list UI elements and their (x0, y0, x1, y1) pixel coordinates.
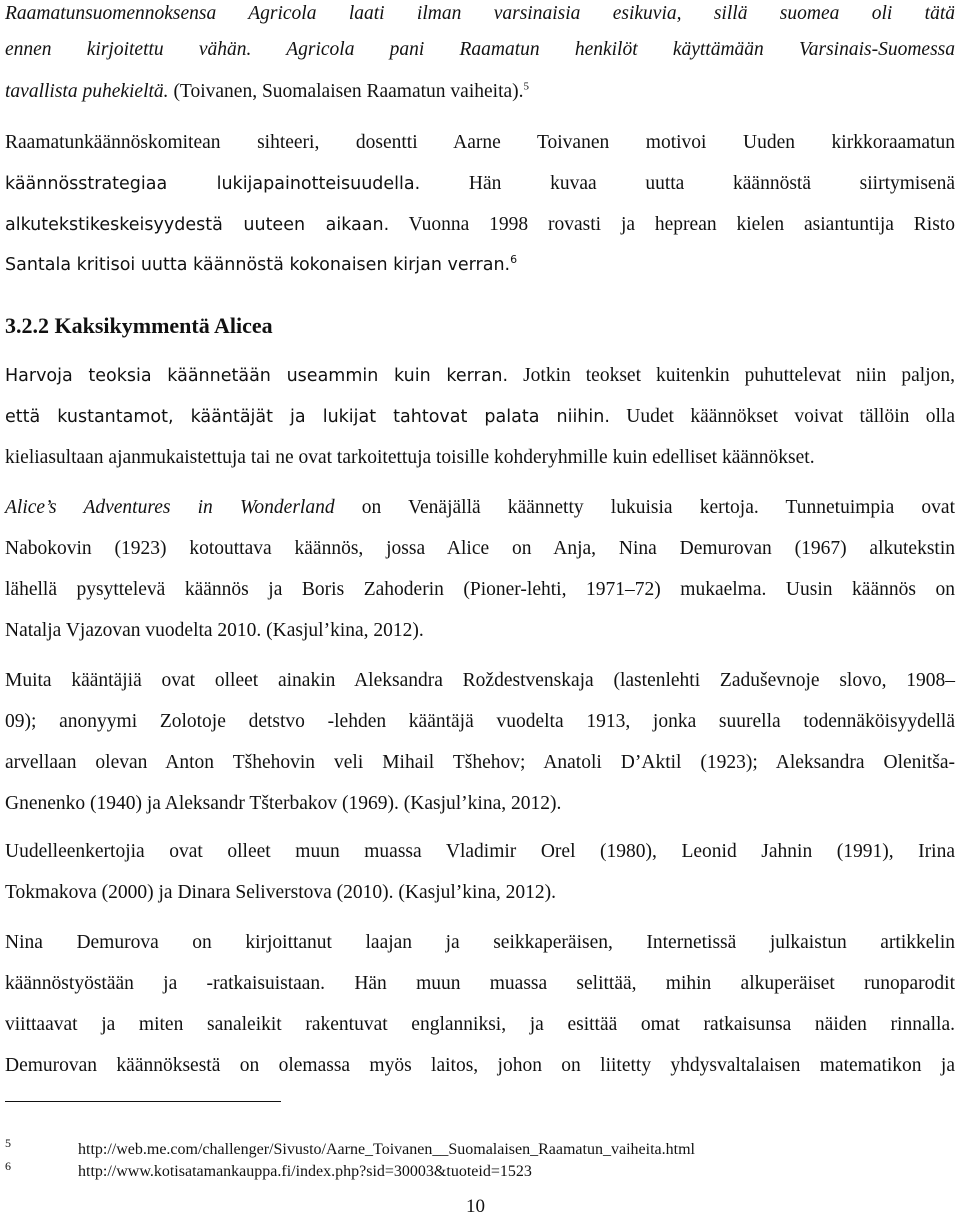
paragraph-4-line-2: Nabokovin (1923) kotouttava käännös, jossa Alice on Anja, Nina Demurovan (1967) alkutekstin (5, 538, 955, 559)
paragraph-7-line-1: Nina Demurova on kirjoittanut laajan ja seikkaperäisen, Internetissä julkaistun artikkelin (5, 932, 955, 953)
paragraph-5-line-2: 09); anonyymi Zolotoje detstvo -lehden kääntäjä vuodelta 1913, jonka suurella todennäköisyydellä (5, 711, 955, 732)
citation: (Toivanen, Suomalaisen Raamatun vaiheita). (168, 81, 524, 102)
page-number: 10 (466, 1196, 485, 1217)
section-heading: 3.2.2 Kaksikymmentä Alicea (5, 313, 273, 338)
paragraph-1-line-3 (5, 80, 955, 104)
paragraph-2-line-2 (5, 172, 955, 196)
paragraph-5-line-1: Muita kääntäjiä ovat olleet ainakin Aleksandra Roždestvenskaja (lastenlehti Zaduševnoje slovo, 1908– (5, 670, 955, 691)
paragraph-1-line-2: ennen kirjoitettu vähän. Agricola pani Raamatun henkilöt käyttämään Varsinais-Suomessa (5, 39, 955, 60)
quote-end: tavallista puhekieltä. (5, 81, 169, 102)
paragraph-7-line-4: Demurovan käännöksestä on olemassa myös laitos, johon on liitetty yhdysvaltalaisen matematikon ja (5, 1055, 955, 1076)
sans-segment: että kustantamot, kääntäjät ja lukijat tahtovat palata niihin. (5, 407, 610, 427)
paragraph-1-line-1: Raamatunsuomennoksensa Agricola laati ilman varsinaisia esikuvia, sillä suomea oli tätä (5, 3, 955, 24)
serif-segment: Uudet käännökset voivat tällöin olla (609, 406, 955, 427)
paragraph-7-line-2: käännöstyöstään ja -ratkaisuistaan. Hän muun muassa selittää, mihin alkuperäiset runoparodit (5, 973, 955, 994)
serif-segment: Hän kuvaa uutta käännöstä siirtymisenä (420, 173, 955, 194)
paragraph-5-line-4: Gnenenko (1940) ja Aleksandr Tšterbakov (1969). (Kasjul’kina, 2012). (5, 793, 562, 814)
serif-segment: Vuonna 1998 rovasti ja heprean kielen asiantuntija Risto (389, 214, 955, 235)
footnote-ref-6: 6 (510, 253, 518, 267)
footnote-divider (5, 1101, 281, 1102)
paragraph-3-line-3: kieliasultaan ajanmukaistettuja tai ne ovat tarkoitettuja toisille kohderyhmille kuin edelliset käännökset. (5, 447, 815, 468)
paragraph-3-line-2 (5, 405, 955, 429)
book-title: Alice’s Adventures in Wonderland (5, 497, 335, 518)
sans-segment: Harvoja teoksia käännetään useammin kuin kerran. (5, 366, 509, 386)
footnote-link[interactable]: http://www.kotisatamankauppa.fi/index.php?sid=30003&tuoteid=1523 (78, 1163, 532, 1180)
paragraph-7-line-3: viittaavat ja miten sanaleikit rakentuvat englanniksi, ja esittää omat ratkaisunsa näiden rinnalla. (5, 1014, 955, 1035)
sentence: on Venäjällä käännetty lukuisia kertoja. Tunnetuimpia ovat (334, 497, 955, 518)
footnote-number: 5 (5, 1136, 11, 1150)
paragraph-2-line-4 (5, 253, 955, 277)
paragraph-2-line-3 (5, 213, 955, 237)
sans-segment: käännösstrategiaa lukijapainotteisuudella. (5, 174, 421, 194)
paragraph-4-line-3: lähellä pysyttelevä käännös ja Boris Zahoderin (Pioner-lehti, 1971–72) mukaelma. Uusin käännös on (5, 579, 955, 600)
footnote-number: 6 (5, 1159, 11, 1173)
sans-segment: alkutekstikeskeisyydestä uuteen aikaan. (5, 215, 390, 235)
footnote-ref-5: 5 (523, 80, 530, 93)
sentence: Santala kritisoi uutta käännöstä kokonaisen kirjan verran. (5, 255, 511, 275)
paragraph-2-line-1: Raamatunkäännöskomitean sihteeri, dosentti Aarne Toivanen motivoi Uuden kirkkoraamatun (5, 132, 955, 153)
paragraph-4-line-4: Natalja Vjazovan vuodelta 2010. (Kasjul’kina, 2012). (5, 620, 424, 641)
paragraph-4-line-1 (5, 496, 955, 520)
serif-segment: Jotkin teokset kuitenkin puhuttelevat niin paljon, (508, 365, 955, 386)
paragraph-6-line-1: Uudelleenkertojia ovat olleet muun muassa Vladimir Orel (1980), Leonid Jahnin (1991), Irina (5, 841, 955, 862)
footnote-link[interactable]: http://web.me.com/challenger/Sivusto/Aarne_Toivanen__Suomalaisen_Raamatun_vaiheita.html (78, 1141, 695, 1158)
paragraph-3-line-1 (5, 364, 955, 388)
paragraph-5-line-3: arvellaan olevan Anton Tšhehovin veli Mihail Tšhehov; Anatoli D’Aktil (1923); Aleksandra Olenitša- (5, 752, 955, 773)
paragraph-6-line-2: Tokmakova (2000) ja Dinara Seliverstova (2010). (Kasjul’kina, 2012). (5, 882, 556, 903)
